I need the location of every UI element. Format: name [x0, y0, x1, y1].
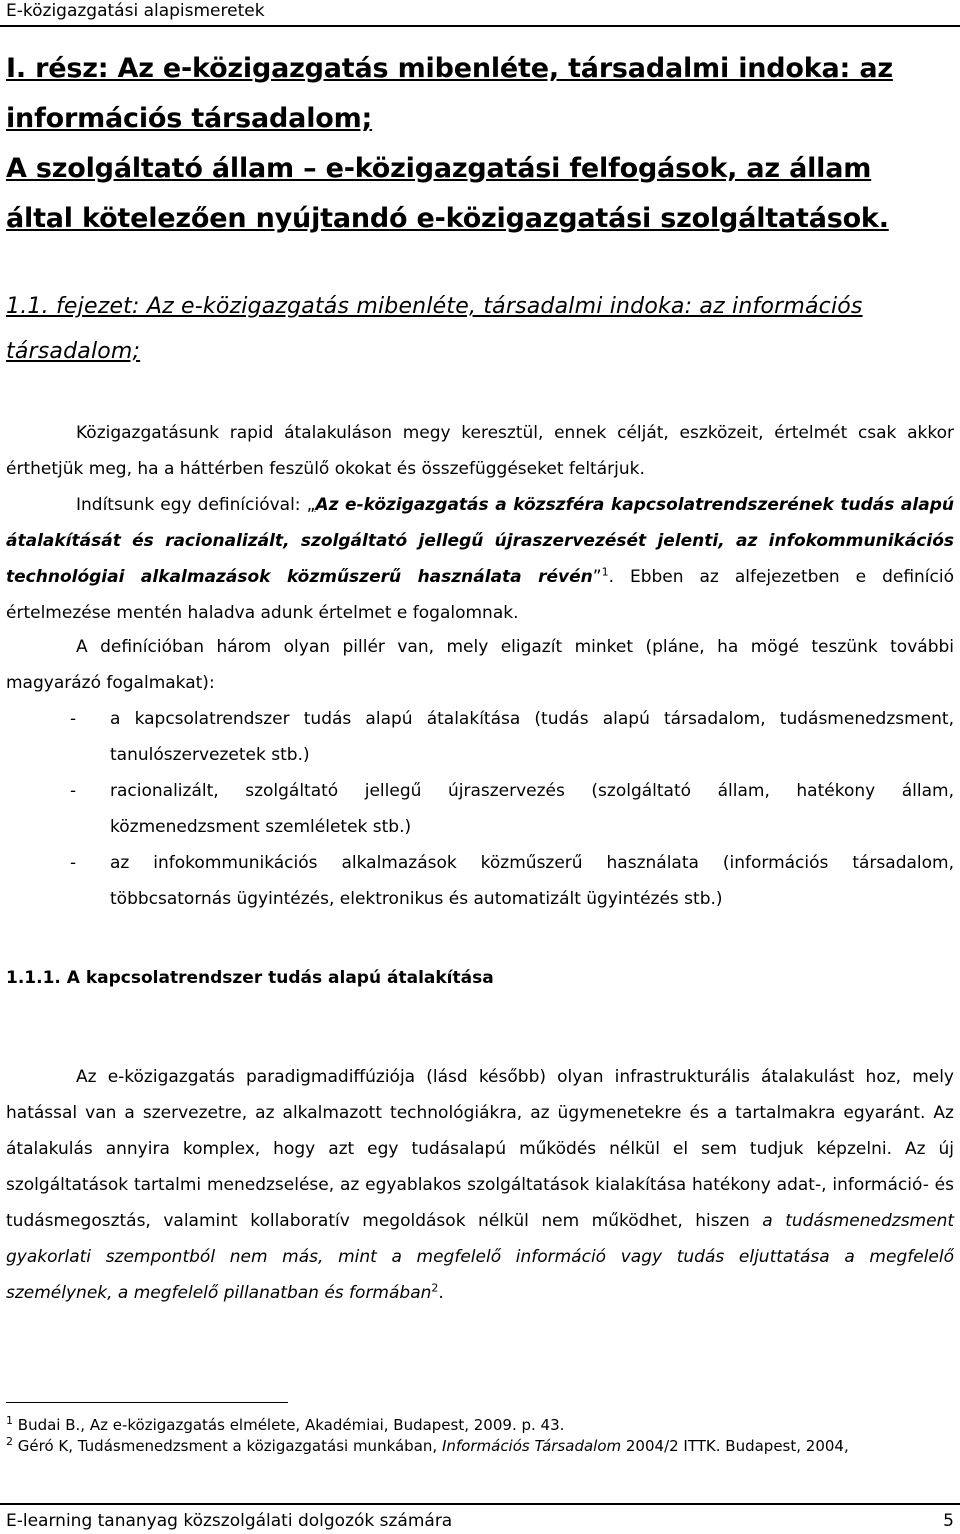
list-item-text: racionalizált, szolgáltató jellegű újraszervezés (szolgáltató állam, hatékony állam, közmenedzsment szemléletek stb.) — [110, 781, 954, 837]
part-title-line: információs társadalom; — [6, 103, 373, 134]
pillar-list — [6, 701, 954, 917]
knowledge-text: Az e-közigazgatás paradigmadiffúziója (lásd később) olyan infrastrukturális átalakulást hoz, mely hatással van a szervezetre, az alkalmazott technológiákra, az ügymenetekre és a tartalmakra egyaránt. Az átalakulás annyira komplex, hogy azt egy tudásalapú működés nélkül el sem tudjuk képzelni. Az új szolgáltatások tartalmi menedzselése, az egyablakos szolgáltatások kialakítása hatékony adat-, információ- és tudásmegosztás, valamint kollaboratív megoldások nélkül nem működhet, hiszen — [6, 1067, 954, 1231]
list-item-text: az infokommunikációs alkalmazások közműszerű használata (információs társadalom, többcsatornás ügyintézés, elektronikus és automatizált ügyintézés stb.) — [110, 853, 954, 909]
chapter-title — [6, 284, 956, 374]
footer-text: E-learning tananyag közszolgálati dolgozók számára — [6, 1511, 453, 1531]
part-title — [6, 44, 956, 244]
footnote-text: Budai B., Az e-közigazgatás elmélete, Akadémiai, Budapest, 2009. p. 43. — [17, 1416, 565, 1434]
subsection-title: 1.1.1. A kapcsolatrendszer tudás alapú átalakítása — [6, 968, 494, 988]
footnote-1 — [6, 1415, 954, 1435]
footnote-number: 1 — [6, 1414, 13, 1427]
footnote-2 — [6, 1436, 954, 1456]
paragraph-knowledge — [6, 1059, 954, 1311]
part-title-line: I. rész: Az e-közigazgatás mibenléte, társadalmi indoka: az — [6, 53, 893, 84]
bullet-marker: - — [70, 781, 77, 801]
footnote-separator — [6, 1402, 288, 1403]
header-rule — [0, 25, 960, 27]
footnote-text: Géró K, Tudásmenedzsment a közigazgatási munkában, — [17, 1437, 442, 1455]
list-item-text: a kapcsolatrendszer tudás alapú átalakítása (tudás alapú társadalom, tudásmenedzsment, tanulószervezetek stb.) — [110, 709, 954, 765]
definition-outro: . Ebben az alfejezetben e definíció értelmezése mentén haladva adunk értelmet e fogalomnak. — [6, 567, 954, 623]
footnote-number: 2 — [6, 1435, 13, 1448]
knowledge-italic: a tudásmenedzsment gyakorlati szempontból nem más, mint a megfelelő információ vagy tudás eljuttatása a megfelelő személynek, a megfelelő pillanatban és formában — [6, 1211, 955, 1303]
list-item — [6, 701, 954, 773]
definition-open-quote: „ — [306, 495, 316, 515]
paragraph-pillars: A definícióban három olyan pillér van, mely eligazít minket (pláne, ha mögé teszünk további magyarázó fogalmakat): — [6, 637, 954, 693]
part-title-line: által kötelezően nyújtandó e-közigazgatási szolgáltatások. — [6, 203, 889, 234]
bullet-marker: - — [70, 853, 77, 873]
knowledge-end: . — [438, 1283, 444, 1303]
definition-intro: Indítsunk egy definícióval: — [76, 495, 307, 515]
list-item — [6, 773, 954, 845]
paragraph-definition — [6, 487, 954, 631]
footnote-journal: Információs Társadalom — [441, 1437, 622, 1455]
list-item — [6, 845, 954, 917]
definition-close-quote: ” — [592, 567, 602, 587]
bullet-marker: - — [70, 709, 77, 729]
footnote-ref-2: 2 — [431, 1281, 439, 1295]
footnote-ref-1: 1 — [601, 565, 609, 579]
paragraph-intro: Közigazgatásunk rapid átalakuláson megy keresztül, ennek célját, eszközeit, értelmét csak akkor érthetjük meg, ha a háttérben feszülő okokat és összefüggéseket feltárjuk. — [6, 423, 954, 479]
footer-rule — [0, 1503, 960, 1505]
chapter-title-line: 1.1. fejezet: Az e-közigazgatás mibenléte, társadalmi indoka: az információs — [6, 294, 863, 319]
part-title-line: A szolgáltató állam – e-közigazgatási felfogások, az állam — [6, 153, 872, 184]
running-header: E-közigazgatási alapismeretek — [6, 1, 265, 21]
page-number: 5 — [943, 1511, 954, 1531]
definition-text: Az e-közigazgatás a közszféra kapcsolatrendszerének tudás alapú átalakítását és racionalizált, szolgáltató jellegű újraszervezését jelenti, az infokommunikációs technológiai alkalmazások közműszerű használata révén — [6, 495, 954, 587]
footnote-text-end: 2004/2 ITTK. Budapest, 2004, — [621, 1437, 849, 1455]
chapter-title-line: társadalom; — [6, 339, 141, 364]
